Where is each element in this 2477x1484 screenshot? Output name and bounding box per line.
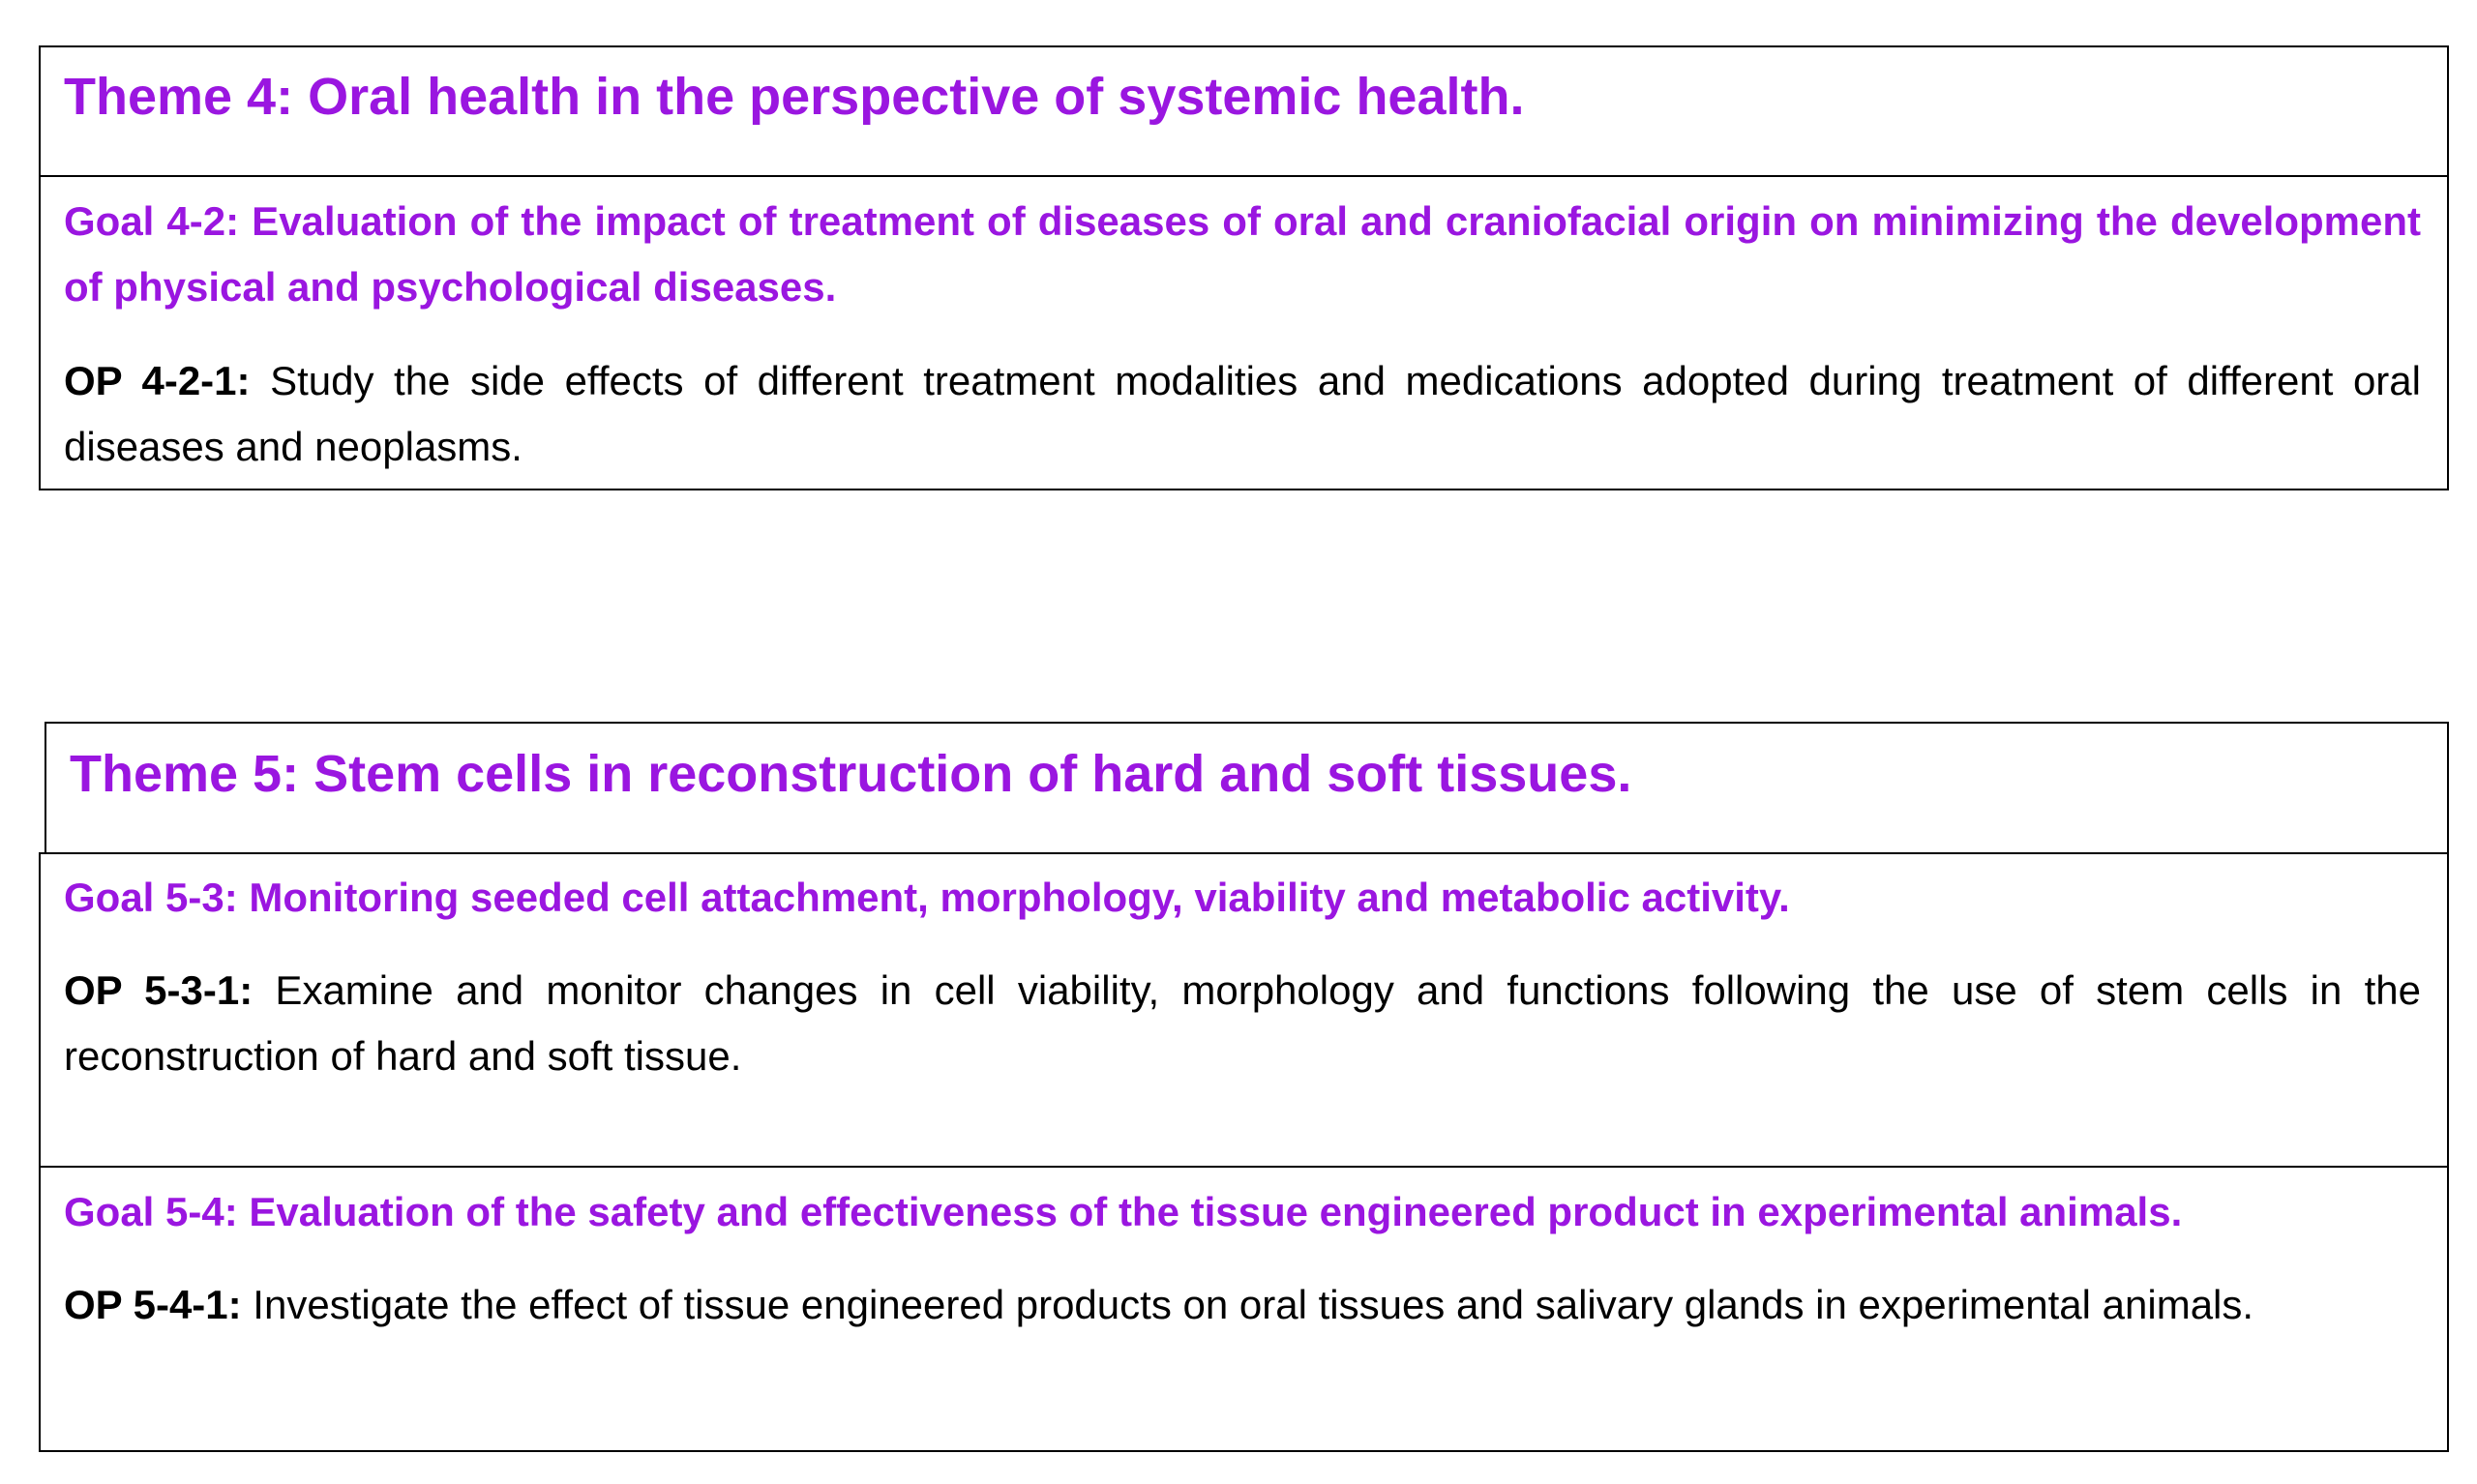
op-5-3-1-label: OP 5-3-1: xyxy=(64,967,254,1013)
op-4-2-1-paragraph xyxy=(64,348,2421,480)
goal-5-3-heading: Goal 5-3: Monitoring seeded cell attachment, morphology, viability and metabolic activity. xyxy=(64,875,1790,920)
goal-4-2-heading: Goal 4-2: Evaluation of the impact of treatment of diseases of oral and craniofacial origin on minimizing the development of physical and psychological diseases. xyxy=(64,198,2421,310)
op-4-2-1-label: OP 4-2-1: xyxy=(64,358,251,403)
op-5-4-1-label: OP 5-4-1: xyxy=(64,1282,242,1327)
theme4-title: Theme 4: Oral health in the perspective of systemic health. xyxy=(64,68,1525,126)
op-5-4-1-text: Investigate the effect of tissue engineered products on oral tissues and salivary glands in experimental animals. xyxy=(241,1282,2254,1327)
goal-5-4-heading: Goal 5-4: Evaluation of the safety and effectiveness of the tissue engineered product in experimental animals. xyxy=(64,1189,2183,1234)
theme5-title: Theme 5: Stem cells in reconstruction of hard and soft tissues. xyxy=(70,745,1632,803)
op-4-2-1-text: Study the side effects of different treatment modalities and medications adopted during treatment of different oral diseases and neoplasms. xyxy=(64,358,2421,469)
op-5-3-1-text: Examine and monitor changes in cell viability, morphology and functions following the use of stem cells in the reconstruction of hard and soft tissue. xyxy=(64,967,2421,1079)
op-5-3-1-paragraph xyxy=(64,958,2421,1089)
op-5-4-1-paragraph xyxy=(64,1272,2421,1338)
